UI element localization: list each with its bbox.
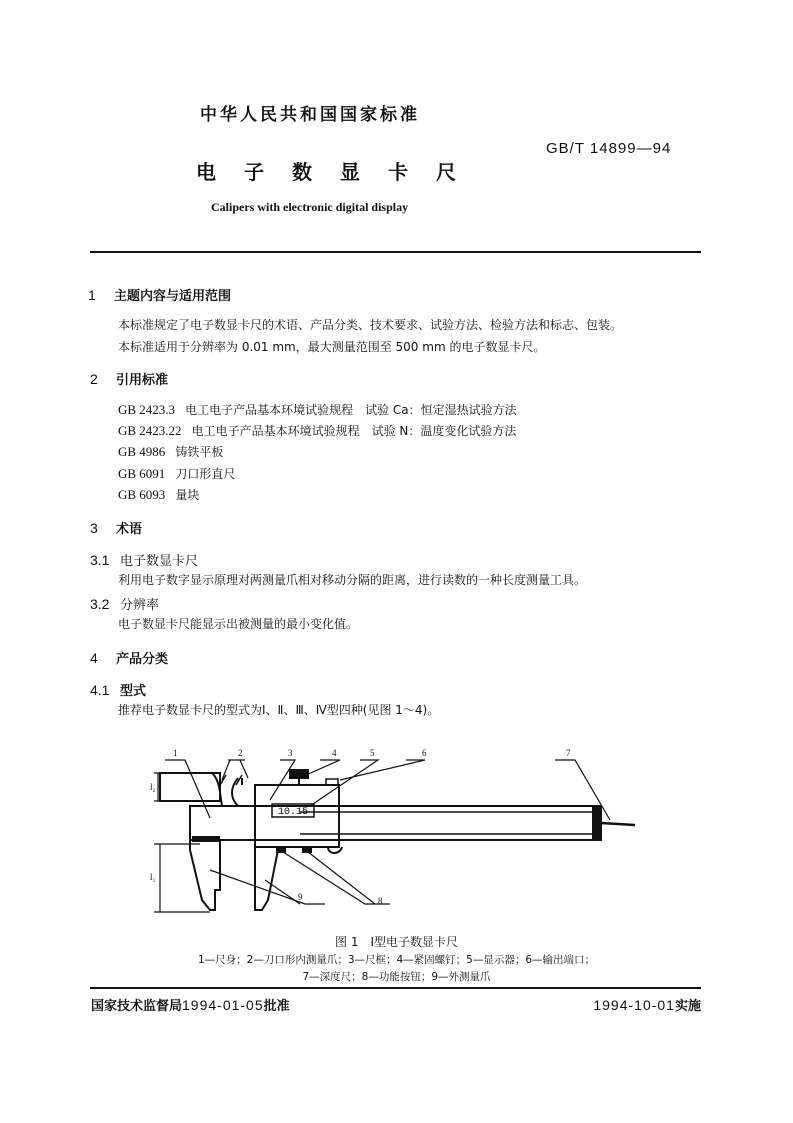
section-title: 主题内容与适用范围 <box>114 289 232 304</box>
callout-5: 5 <box>370 748 375 758</box>
reference-title: 电工电子产品基本环境试验规程 试验 Ca：恒定湿热试验方法 <box>185 403 517 417</box>
figure-legend-line-2: 7—深度尺；8—功能按钮；9—外测量爪 <box>302 971 491 983</box>
subsection-3-2-heading <box>90 594 159 613</box>
callout-7: 7 <box>566 748 571 758</box>
reference-title: 电工电子产品基本环境试验规程 试验 N：温度变化试验方法 <box>191 424 517 438</box>
header-divider <box>90 251 701 253</box>
subsection-4-1-heading <box>90 680 146 699</box>
document-title-en: Calipers with electronic digital display <box>211 200 409 214</box>
subsection-title: 型式 <box>120 684 147 699</box>
reference-code: GB 6091 <box>118 466 166 481</box>
standard-number: GB/T 14899—94 <box>546 140 672 157</box>
subsection-title: 电子数显卡尺 <box>120 554 199 569</box>
callout-9: 9 <box>298 892 303 902</box>
approval-line <box>91 995 290 1014</box>
callout-8: 8 <box>378 896 383 906</box>
section-number: 1 <box>88 287 96 303</box>
section-2-heading <box>90 369 168 388</box>
callout-2: 2 <box>238 748 243 758</box>
approving-authority: 国家技术监督局 <box>91 999 183 1014</box>
effective-date: 1994-10-01 <box>593 997 675 1013</box>
effective-line <box>593 995 701 1014</box>
section-1-heading <box>88 285 231 304</box>
definition-text: 利用电子数字显示原理对两测量爪相对移动分隔的距离，进行读数的一种长度测量工具。 <box>118 573 587 587</box>
section-title: 术语 <box>116 522 143 537</box>
paragraph: 推荐电子数显卡尺的型式为Ⅰ、Ⅱ、Ⅲ、Ⅳ型四种(见图 1～4)。 <box>118 703 440 717</box>
subsection-title: 分辨率 <box>120 598 160 613</box>
section-number: 3 <box>90 520 98 536</box>
figure-legend-line-1: 1—尺身；2—刀口形内测量爪；3—尺框；4—紧固螺钉；5—显示器；6—输出端口； <box>197 954 596 966</box>
callout-4: 4 <box>332 748 337 758</box>
callout-6: 6 <box>422 748 427 758</box>
subsection-number: 3.1 <box>90 552 110 568</box>
section-title: 产品分类 <box>116 652 169 667</box>
definition-text: 电子数显卡尺能显示出被测量的最小变化值。 <box>118 617 359 631</box>
figure-caption: 图 1 Ⅰ型电子数显卡尺 <box>335 935 458 949</box>
approval-suffix: 批准 <box>263 999 290 1014</box>
paragraph: 本标准适用于分辨率为 0.01 mm，最大测量范围至 500 mm 的电子数显卡尺。 <box>118 340 546 354</box>
callout-3: 3 <box>288 748 293 758</box>
subsection-3-1-heading <box>90 550 198 569</box>
reference-code: GB 2423.3 <box>118 402 176 417</box>
footer-divider <box>90 987 701 989</box>
subsection-number: 4.1 <box>90 682 110 698</box>
section-4-heading <box>90 648 168 667</box>
reference-code: GB 4986 <box>118 444 166 459</box>
reference-title: 铸铁平板 <box>175 445 224 459</box>
reference-item <box>118 443 223 460</box>
paragraph: 本标准规定了电子数显卡尺的术语、产品分类、技术要求、试验方法、检验方法和标志、包装。 <box>118 318 623 332</box>
dimension-l1: l₁ <box>150 872 156 882</box>
callout-1: 1 <box>173 748 178 758</box>
reference-item <box>118 486 199 503</box>
document-title-cn: 电子数显卡尺 <box>196 160 484 184</box>
dimension-l2: l₂ <box>150 782 156 792</box>
section-title: 引用标准 <box>116 373 169 388</box>
display-reading: 10.15 <box>277 807 309 818</box>
caliper-drawing <box>150 740 650 925</box>
reference-code: GB 6093 <box>118 487 166 502</box>
approval-date: 1994-01-05 <box>182 997 264 1013</box>
section-number: 2 <box>90 371 98 387</box>
effective-suffix: 实施 <box>674 999 701 1014</box>
national-standard-heading: 中华人民共和国国家标准 <box>200 105 420 125</box>
reference-item <box>118 465 235 482</box>
reference-item <box>118 422 516 439</box>
subsection-number: 3.2 <box>90 596 110 612</box>
reference-item <box>118 401 517 418</box>
section-3-heading <box>90 518 142 537</box>
reference-code: GB 2423.22 <box>118 423 182 438</box>
reference-title: 刀口形直尺 <box>175 467 236 481</box>
reference-title: 量块 <box>175 488 200 502</box>
section-number: 4 <box>90 650 98 666</box>
